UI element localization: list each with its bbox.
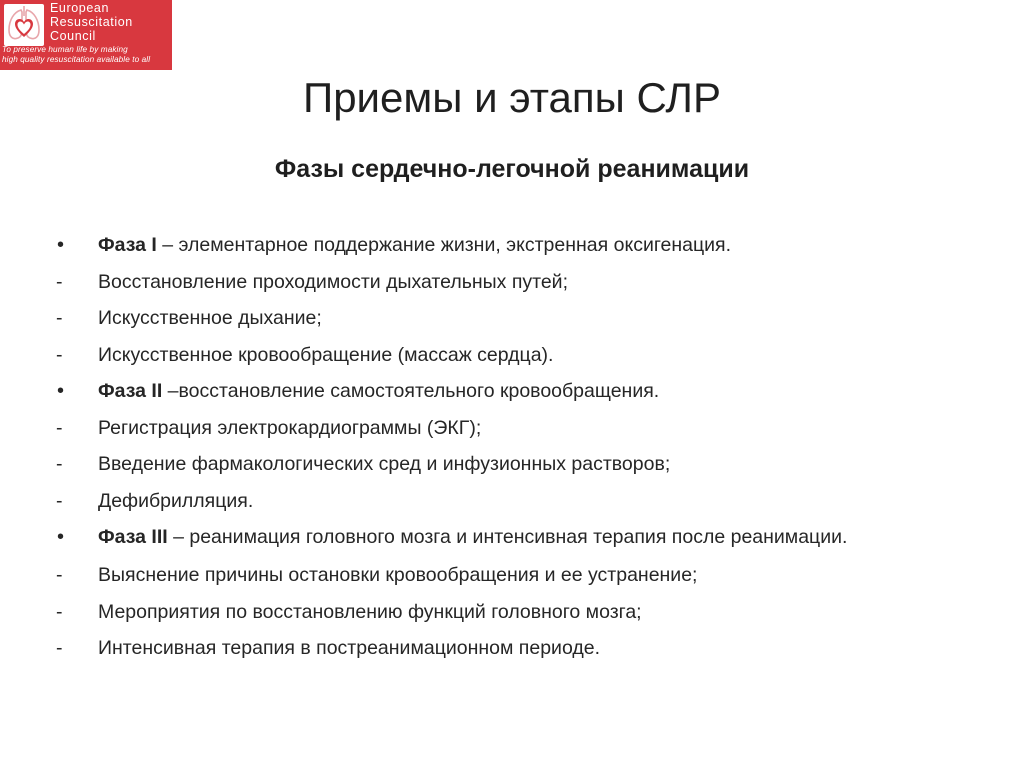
item-text: Мероприятия по восстановлению функций головного мозга; — [98, 600, 642, 623]
slide-title: Приемы и этапы СЛР — [303, 74, 721, 121]
dash-marker: - — [56, 416, 63, 439]
list-item — [52, 414, 952, 442]
item-text: Введение фармакологических сред и инфузионных растворов; — [98, 453, 671, 475]
bullet-marker: • — [57, 234, 65, 256]
item-text: –восстановление самостоятельного кровообращения. — [162, 380, 660, 402]
logo-org-name — [50, 1, 170, 43]
item-text: Восстановление проходимости дыхательных путей; — [98, 270, 568, 293]
logo-org-line: Council — [50, 29, 96, 43]
list-item — [52, 304, 952, 332]
item-text: Искусственное дыхание; — [98, 307, 322, 329]
list-item — [52, 377, 952, 405]
item-text: Интенсивная терапия в постреанимационном периоде. — [98, 637, 601, 659]
logo-tagline-line: high quality resuscitation available to all — [2, 55, 151, 64]
dash-marker: - — [56, 489, 63, 512]
item-text: Искусственное кровообращение (массаж сердца). — [98, 343, 554, 366]
phase-label: Фаза II — [98, 380, 163, 402]
item-text: – реанимация головного мозга и интенсивная терапия после реанимации. — [167, 526, 848, 548]
slide-subtitle: Фазы сердечно-легочной реанимации — [274, 155, 750, 183]
item-text: Дефибрилляция. — [98, 489, 254, 512]
logo-tagline — [2, 45, 172, 65]
list-item — [52, 487, 952, 515]
item-text: Выяснение причины остановки кровообращения и ее устранение; — [98, 564, 698, 586]
erc-logo — [0, 0, 172, 70]
list-item — [52, 341, 952, 369]
list-item — [52, 523, 952, 551]
dash-marker: - — [56, 637, 63, 659]
logo-org-line: Resuscitation — [50, 15, 133, 29]
list-item — [52, 561, 952, 589]
heart-lungs-icon — [4, 4, 44, 46]
list-item — [52, 268, 952, 296]
phase-label: Фаза III — [98, 526, 168, 548]
list-item — [52, 450, 952, 478]
dash-marker: - — [56, 564, 63, 586]
dash-marker: - — [56, 307, 63, 329]
list-item — [52, 598, 952, 626]
item-text: Регистрация электрокардиограммы (ЭКГ); — [98, 416, 482, 439]
logo-tagline-line: To preserve human life by making — [2, 45, 128, 54]
bullet-marker: • — [57, 526, 65, 548]
phase-list — [52, 231, 952, 671]
dash-marker: - — [56, 600, 63, 623]
bullet-marker: • — [57, 380, 65, 402]
dash-marker: - — [56, 453, 63, 475]
list-item — [52, 634, 952, 662]
heart-lungs-graphic — [4, 4, 44, 46]
list-item — [52, 231, 952, 259]
logo-org-line: European — [50, 1, 110, 15]
dash-marker: - — [56, 343, 63, 366]
item-text: – элементарное поддержание жизни, экстренная оксигенация. — [156, 234, 732, 256]
dash-marker: - — [56, 270, 63, 293]
phase-label: Фаза I — [98, 234, 157, 256]
